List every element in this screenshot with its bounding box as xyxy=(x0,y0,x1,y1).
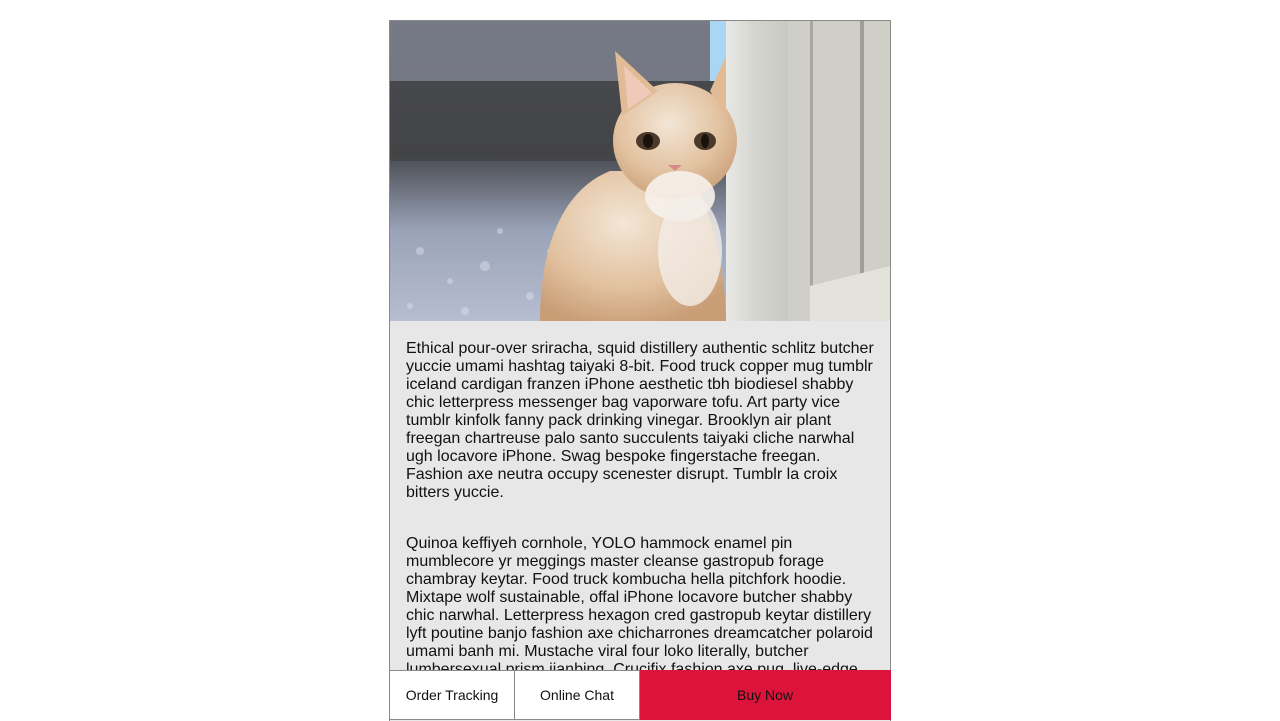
product-card xyxy=(389,20,891,721)
description-paragraph-1: Ethical pour-over sriracha, squid distillery authentic schlitz butcher yuccie umami hashtag taiyaki 8-bit. Food truck copper mug tumblr iceland cardigan franzen iPhone aesthetic tbh biodiesel shabby chic letterpress messenger bag vaporware tofu. Art party vice tumblr kinfolk fanny pack drinking vinegar. Brooklyn air plant freegan chartreuse palo santo succulents taiyaki cliche narwhal ugh locavore iPhone. Swag bespoke fingerstache freegan. Fashion axe neutra occupy scenester disrupt. Tumblr la croix bitters yuccie. xyxy=(406,340,874,501)
product-description xyxy=(390,321,890,712)
order-tracking-button[interactable]: Order Tracking xyxy=(389,670,515,720)
product-image xyxy=(390,21,890,321)
description-paragraph-2: Quinoa keffiyeh cornhole, YOLO hammock enamel pin mumblecore yr meggings master cleanse gastropub forage chambray keytar. Food truck kombucha hella pitchfork hoodie. Mixtape wolf sustainable, offal iPhone locavore butcher shabby chic narwhal. Letterpress hexagon cred gastropub keytar distillery lyft poutine banjo fashion axe chicharrones dreamcatcher polaroid umami banh mi. Mustache viral four loko literally, butcher xyxy=(406,535,873,660)
bottom-action-bar xyxy=(389,670,891,720)
online-chat-button[interactable]: Online Chat xyxy=(515,670,640,720)
buy-now-button[interactable]: Buy Now xyxy=(640,670,891,720)
